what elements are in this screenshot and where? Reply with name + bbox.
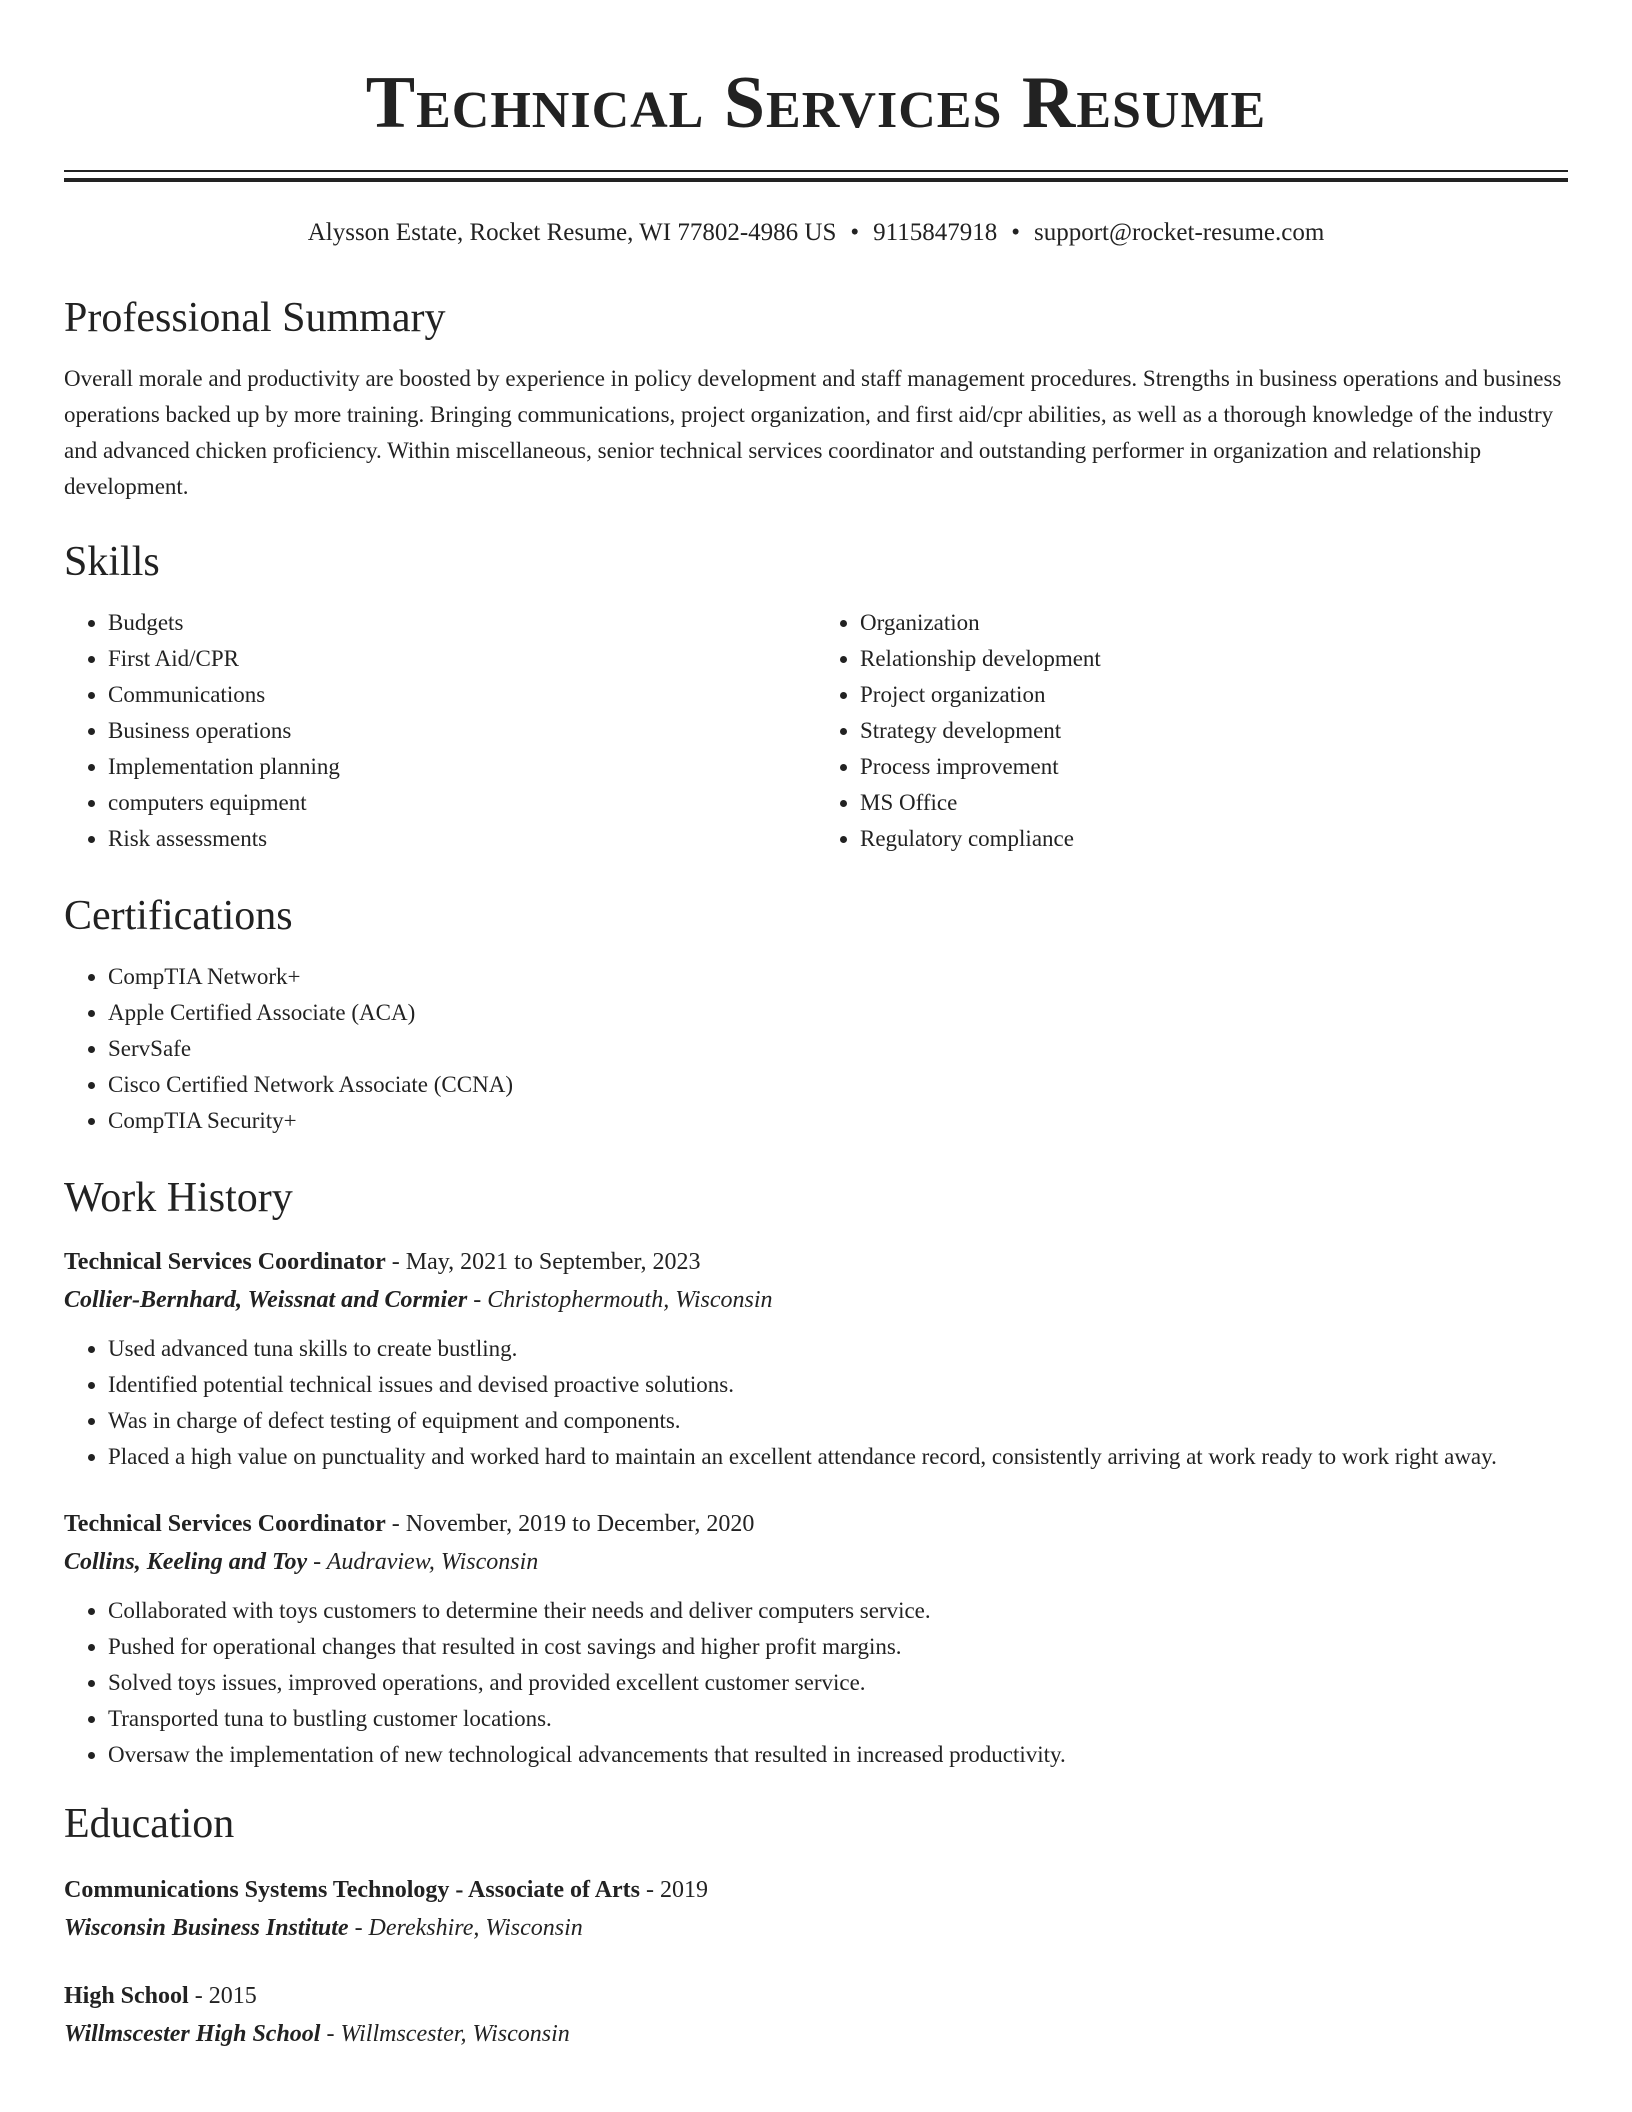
skill-item: • Process improvement (860, 749, 1568, 785)
skill-item: • Project organization (860, 677, 1568, 713)
skills-heading: Skills (64, 539, 160, 585)
certification-item: • CompTIA Network+ (108, 959, 1568, 995)
job-bullet: • Oversaw the implementation of new technological advancements that resulted in increased productivity. (108, 1737, 1568, 1773)
skills-list-right (816, 605, 1568, 857)
contact-phone: 9115847918 (873, 219, 998, 246)
certification-item: • ServSafe (108, 1031, 1568, 1067)
job-company-line (64, 1543, 1568, 1581)
job-entry (64, 1505, 1568, 1773)
education-degree: High School (64, 1983, 189, 2009)
job-bullet: • Pushed for operational changes that resulted in cost savings and higher profit margins. (108, 1629, 1568, 1665)
education-year: - 2015 (194, 1983, 257, 2009)
certification-item: • CompTIA Security+ (108, 1103, 1568, 1139)
summary-text: Overall morale and productivity are boosted by experience in policy development and staff management procedures. Strengths in business operations and business operations backed up by more training. Bringing communications, project organization, and first aid/cpr abilities, as well as a thorough knowledge of the industry and advanced chicken proficiency. Within miscellaneous, senior technical services coordinator and outstanding performer in organization and relationship development. (64, 366, 1562, 499)
skill-item: • Relationship development (860, 641, 1568, 677)
skill-item: • Budgets (108, 605, 816, 641)
certifications-list (64, 959, 1568, 1139)
job-bullets (64, 1331, 1568, 1475)
job-bullet: • Collaborated with toys customers to determine their needs and deliver computers service. (108, 1593, 1568, 1629)
skill-item: • Implementation planning (108, 749, 816, 785)
education-degree: Communications Systems Technology - Associate of Arts (64, 1877, 641, 1903)
resume-title: Technical Services Resume (365, 62, 1267, 144)
education-degree-line (64, 1977, 1568, 2015)
job-company: Collier-Bernhard, Weissnat and Cormier (64, 1287, 468, 1313)
education-school: Wisconsin Business Institute (64, 1915, 349, 1941)
job-title: Technical Services Coordinator (64, 1511, 386, 1537)
education-heading: Education (64, 1801, 235, 1847)
skill-item: • Business operations (108, 713, 816, 749)
skill-item: • MS Office (860, 785, 1568, 821)
job-bullet: • Used advanced tuna skills to create bustling. (108, 1331, 1568, 1367)
skills-list-left (64, 605, 816, 857)
education-year: - 2019 (646, 1877, 709, 1903)
job-title: Technical Services Coordinator (64, 1249, 386, 1275)
education-location: - Derekshire, Wisconsin (354, 1915, 583, 1941)
certification-item: • Cisco Certified Network Associate (CCNA) (108, 1067, 1568, 1103)
certifications-heading: Certifications (64, 893, 293, 939)
summary-heading: Professional Summary (64, 295, 446, 341)
job-company-line (64, 1281, 1568, 1319)
contact-address: Alysson Estate, Rocket Resume, WI 77802-4986 US (307, 219, 837, 246)
job-entry (64, 1243, 1568, 1475)
skill-item: • Organization (860, 605, 1568, 641)
job-company: Collins, Keeling and Toy (64, 1549, 308, 1575)
education-school-line (64, 2015, 1568, 2053)
contact-email: support@rocket-resume.com (1033, 219, 1325, 246)
education-entry (64, 1871, 1568, 1947)
job-bullet: • Transported tuna to bustling customer locations. (108, 1701, 1568, 1737)
job-title-line (64, 1243, 1568, 1281)
job-location: - Christophermouth, Wisconsin (473, 1287, 773, 1313)
skill-item: • Regulatory compliance (860, 821, 1568, 857)
contact-separator: • (850, 219, 860, 246)
job-bullet: • Was in charge of defect testing of equipment and components. (108, 1403, 1568, 1439)
skill-item: • First Aid/CPR (108, 641, 816, 677)
job-bullets (64, 1593, 1568, 1773)
skill-item: • Strategy development (860, 713, 1568, 749)
skill-item: • Risk assessments (108, 821, 816, 857)
job-dates: - November, 2019 to December, 2020 (391, 1511, 755, 1537)
education-location: - Willmscester, Wisconsin (326, 2021, 570, 2047)
contact-separator: • (1011, 219, 1020, 246)
skill-item: • Communications (108, 677, 816, 713)
education-entry (64, 1977, 1568, 2053)
job-bullet: • Placed a high value on punctuality and worked hard to maintain an excellent attendance record, consistently arriving at work ready to work right away. (108, 1439, 1568, 1475)
skills-columns (64, 605, 1568, 857)
job-bullet: • Identified potential technical issues and devised proactive solutions. (108, 1367, 1568, 1403)
skill-item: • computers equipment (108, 785, 816, 821)
education-school-line (64, 1909, 1568, 1947)
education-degree-line (64, 1871, 1568, 1909)
job-location: - Audraview, Wisconsin (313, 1549, 539, 1575)
job-bullet: • Solved toys issues, improved operations, and provided excellent customer service. (108, 1665, 1568, 1701)
education-school: Willmscester High School (64, 2021, 321, 2047)
work-history-heading: Work History (64, 1175, 293, 1221)
job-dates: - May, 2021 to September, 2023 (391, 1249, 701, 1275)
contact-line (64, 220, 1568, 245)
certification-item: • Apple Certified Associate (ACA) (108, 995, 1568, 1031)
title-double-rule (64, 170, 1568, 182)
job-title-line (64, 1505, 1568, 1543)
